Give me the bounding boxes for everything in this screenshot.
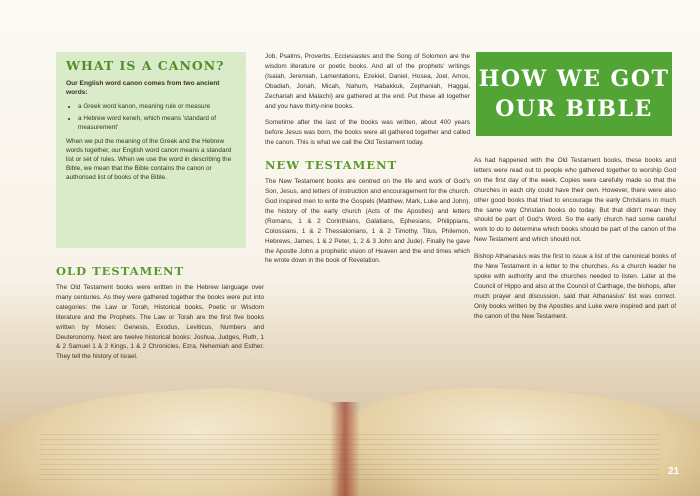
canon-gathering-paragraph: Sometime after the last of the books was written, about 400 years before Jesus was born, the books were all gathered together and called the canon. This is what we call the Old Testament today. — [265, 119, 470, 147]
list-item: • a Hebrew word keneh, which means 'standard of measurement' — [78, 114, 236, 132]
old-testament-section — [56, 264, 264, 362]
right-column — [474, 156, 676, 322]
new-testament-body: The New Testament books are centred on the life and work of God's Son, Jesus, and letters of instruction and encouragement for the church. God inspired men to write the Gospels (Matthew, Mark, Luke and John), the history of the early church (Acts of the Apostles) and letters (Romans, 1 & 2 Corinthians, Galatians, Ephesians, Philippians, Colossians, 1 & 2 Thessalonians, 1 & 2 Timothy, Titus, Philemon, Hebrews, James, 1 & 2 Peter, 1, 2 & 3 John and Jude). Finally he gave the Apostle John a prophetic vision of Heaven and the end times which he wrote down in the book of Revelation. — [265, 178, 470, 265]
early-church-paragraph: As had happened with the Old Testament books, these books and letters were read out to people who gathered together to worship God on the first day of the week. Copies were carefully made so that the churches in each city could have their own. However, there were also other good books that tried to encourage the early Christians in much the same way Christian books do today. But that didn't mean they should be part of God's Word. So the early church had some careful work to do to determine which books should be part of the canon of the New Testament and which should not. — [474, 157, 676, 244]
canon-box-body: When we put the meaning of the Greek and the Hebrew words together, our English word canon means a standard list or set of rules. When we use the word in describing the Bible, we mean that the Bible contains the canon or authorised list of books of the Bible. — [66, 138, 232, 181]
canon-box-title: WHAT IS A CANON? — [66, 58, 225, 73]
page-title — [476, 52, 672, 136]
canon-box-lead: Our English word canon comes from two ancient words: — [66, 80, 220, 96]
wisdom-prophets-paragraph: Job, Psalms, Proverbs, Ecclesiastes and the Song of Solomon are the wisdom literature or poetic books. And all of the prophets' writings (Isaiah, Jeremiah, Lamentations, Ezekiel, Daniel, Hosea, Joel, Amos, Obadiah, Jonah, Micah, Nahum, Habakkuk, Zephaniah, Haggai, Zechariah and Malachi) are gathered at the end. Put these all together and you have thirty-nine books. — [265, 53, 470, 110]
canon-definition-box — [56, 52, 246, 248]
list-item: • a Greek word kanon, meaning rule or measure — [78, 102, 236, 111]
new-testament-heading: NEW TESTAMENT — [265, 158, 398, 173]
old-testament-heading: OLD TESTAMENT — [56, 264, 185, 278]
open-bible-illustration — [0, 372, 700, 496]
old-testament-body: The Old Testament books were written in the Hebrew language over many centuries. As they were gathered together the books were put into categories: the Law or Torah, Historical books, Poetic or Wisdom literature and the Prophets. The Law or Torah are the first five books written by Moses: Genesis, Exodus, Leviticus, Numbers and Deuteronomy. Next are twelve historical books: Joshua, Judges, Ruth, 1 & 2 Samuel 1 & 2 Kings, 1 & 2 Chronicles, Ezra, Nehemiah and Esther. They tell the history of Israel. — [56, 284, 264, 361]
canon-origin-list — [66, 102, 236, 132]
page-title-line-2: OUR BIBLE — [495, 96, 653, 122]
middle-column — [265, 52, 470, 266]
athanasius-paragraph: Bishop Athanasius was the first to issue a list of the canonical books of the New Testament in a letter to the churches. As a church leader he spoke with authority and the churches needed to listen. Later at the Council of Hippo and also at the Council of Carthage, the bishops, after much prayer and discussion, said that Athanasius' list was correct. Only books written by the Apostles and Luke were inspired and part of the canon of the New Testament. — [474, 253, 676, 320]
page-number: 21 — [668, 466, 680, 477]
page-title-line-1: HOW WE GOT — [478, 66, 670, 92]
